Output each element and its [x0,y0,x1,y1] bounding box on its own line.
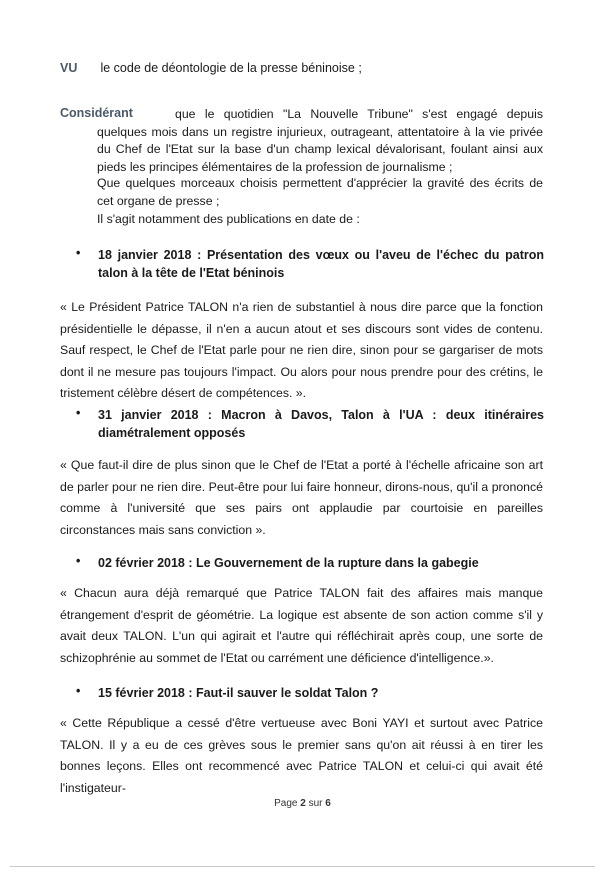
item-1-quote: « Le Président Patrice TALON n'a rien de substantiel à nous dire parce que la fonction présidentielle le dépasse, il n'en a aucun atout et ses discours sont vides de contenu. Sauf respect, le Chef de l'Etat parle pour ne rien dire, sinon pour se gargariser de mots dont il ne mesure pas toujours l'impact. Ou alors pour nous prendre pour des crétins, le tristement célèbre désert de compétences. ». [60,300,543,401]
considerant-paragraph-3: Il s'agit notamment des publications en date de : [97,212,360,226]
item-2-quote: « Que faut-il dire de plus sinon que le Chef de l'Etat a porté à l'échelle africaine son art de parler pour ne rien dire. Peut-être pour lui faire honneur, dirons-nous, qu'il a prononcé comme à l'université que ses pairs ont applaudie par courtoisie en pareilles circonstances mais sans conviction ». [60,458,543,537]
vu-label: VU [60,61,78,75]
item-2-heading-text: 31 janvier 2018 : Macron à Davos, Talon à l'UA : deux itinéraires diamétralement opposés [98,408,544,440]
considerant-paragraph-1: que le quotidien "La Nouvelle Tribune" s'est engagé depuis quelques mois dans un registre injurieux, outrageant, attentatoire à la vie privée du Chef de l'Etat sur la base d'un champ lexical dévalorisant, foulant ainsi aux pieds les principes élémentaires de la profession de journalisme ; [97,107,543,174]
item-3-heading-text: 02 février 2018 : Le Gouvernement de la rupture dans la gabegie [98,556,479,570]
item-1-heading-text: 18 janvier 2018 : Présentation des vœux ou l'aveu de l'échec du patron talon à la tête de l'Etat béninois [98,248,544,280]
page-footer [0,798,605,809]
item-4-quote: « Cette République a cessé d'être vertueuse avec Boni YAYI et surtout avec Patrice TALON. Il y a eu de ces grèves sous le premier sans qu'on ait réussi à en tirer les bonnes leçons. Elles ont recommencé avec Patrice TALON et celui-ci qui avait été l'instigateur- [60,716,543,795]
bullet-point: • [76,684,81,698]
footer-total-pages: 6 [325,798,331,809]
considerant-paragraph-2: Que quelques morceaux choisis permettent d'apprécier la gravité des écrits de cet organe de presse ; [97,176,543,208]
item-4-heading-text: 15 février 2018 : Faut-il sauver le soldat Talon ? [98,686,379,700]
footer-of-word: sur [308,798,323,809]
vu-line [60,61,362,75]
footer-page-number: 2 [300,798,306,809]
item-3-quote: « Chacun aura déjà remarqué que Patrice TALON fait des affaires mais manque étrangement d'esprit de géométrie. La logique est absente de son action comme s'il y avait deux TALON. L'un qui agirait et l'autre qui réfléchirait après coup, une sorte de schizophrénie au sommet de l'Etat ou carrément une déficience d'intelligence.». [60,586,543,665]
scan-edge-line [10,866,595,867]
footer-page-word: Page [274,798,298,809]
bullet-point: • [76,406,81,420]
bullet-point: • [76,246,81,260]
vu-text: le code de déontologie de la presse béninoise ; [100,61,362,75]
considerant-label: Considérant [60,106,133,120]
bullet-point: • [76,554,81,568]
